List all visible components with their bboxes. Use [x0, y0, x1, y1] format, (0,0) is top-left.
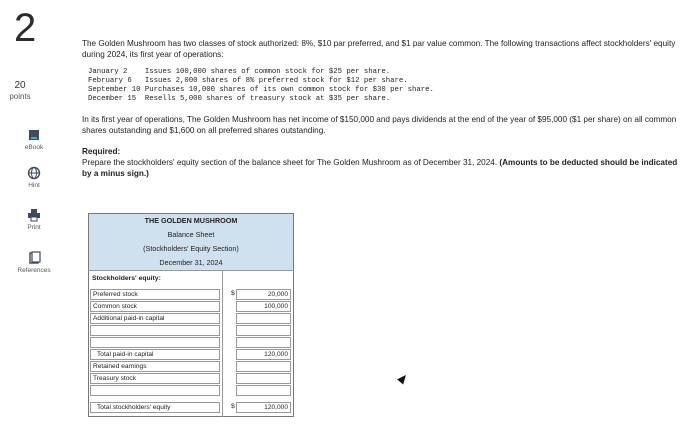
- transactions-list: January 2 Issues 100,000 shares of common stock for $25 per share. February 6 Issues 2,000 shares of 8% preferred stock for $12 per share. September 10 Purchases 10,000 shares of its own common stock for $30 per share. December 15 Resells 5,000 shares of treasury stock at $35 per share.: [88, 68, 434, 103]
- table-row: [88, 289, 294, 300]
- sheet-date: December 31, 2024: [159, 258, 223, 267]
- required-heading: Required:: [82, 146, 121, 156]
- equity-heading: Stockholders' equity:: [92, 275, 161, 282]
- table-row: [88, 313, 294, 324]
- references-icon: [27, 251, 41, 265]
- required-bold-note: (Amounts to be deducted should be indicated by a minus sign.): [82, 157, 678, 178]
- blank-row-label[interactable]: [90, 385, 220, 396]
- operations-paragraph: In its first year of operations, The Golden Mushroom has net income of $150,000 and pays dividends at the end of the year of $95,000 ($1 per share) on all common shares outstanding and $1,600 on all preferred shares outstanding.: [82, 114, 677, 135]
- balance-sheet-table: [88, 213, 294, 417]
- retained-earnings-label[interactable]: Retained earnings: [90, 361, 220, 372]
- preferred-stock-label[interactable]: Preferred stock: [90, 289, 220, 300]
- table-row: [88, 402, 294, 413]
- treasury-stock-value[interactable]: [236, 373, 291, 384]
- blank-row-label[interactable]: [90, 337, 220, 348]
- mouse-cursor-icon: [397, 372, 409, 384]
- total-paid-in-label: Total paid-in capital: [90, 349, 220, 360]
- ebook-label: eBook: [24, 144, 44, 151]
- preferred-stock-value[interactable]: 20,000: [236, 289, 291, 300]
- sheet-section: (Stockholders' Equity Section): [143, 244, 239, 253]
- ebook-button[interactable]: [14, 128, 54, 151]
- total-equity-value: 120,000: [236, 402, 291, 413]
- currency-symbol: $: [231, 403, 235, 410]
- hint-label: Hint: [28, 182, 40, 189]
- blank-row-value[interactable]: [236, 325, 291, 336]
- blank-row-value[interactable]: [236, 385, 291, 396]
- points-value: 20: [14, 80, 26, 91]
- globe-icon: [27, 166, 41, 180]
- question-content: [82, 38, 682, 179]
- points-label: points: [9, 92, 31, 101]
- intro-text: The Golden Mushroom has two classes of stock authorized: 8%, $10 par preferred, and $1 par value common. The following transactions affect stockholders' equity during 2024, its first year of operations:: [82, 39, 676, 60]
- table-row: [88, 325, 294, 336]
- table-row: [88, 349, 294, 360]
- points-indicator: [8, 80, 32, 102]
- question-number: 2: [14, 6, 37, 50]
- print-label: Print: [27, 224, 41, 231]
- printer-icon: [27, 208, 41, 222]
- common-stock-label[interactable]: Common stock: [90, 301, 220, 312]
- required-text: Prepare the stockholders' equity section of the balance sheet for The Golden Mushroom as of December 31, 2024.: [82, 157, 498, 167]
- blank-row-label[interactable]: [90, 325, 220, 336]
- hint-button[interactable]: [14, 166, 54, 189]
- table-row: [88, 301, 294, 312]
- currency-symbol: $: [231, 290, 235, 297]
- sheet-title: Balance Sheet: [167, 230, 215, 239]
- table-row: [88, 373, 294, 384]
- blank-row-value[interactable]: [236, 337, 291, 348]
- print-button[interactable]: [14, 208, 54, 231]
- total-paid-in-value: 120,000: [236, 349, 291, 360]
- references-label: References: [17, 267, 51, 274]
- retained-earnings-value[interactable]: [236, 361, 291, 372]
- common-stock-value[interactable]: 100,000: [236, 301, 291, 312]
- apic-value[interactable]: [236, 313, 291, 324]
- apic-label[interactable]: Additional paid-in capital: [90, 313, 220, 324]
- divider: [88, 270, 294, 271]
- equity-heading-row: [88, 274, 294, 285]
- references-button[interactable]: [14, 251, 54, 274]
- book-icon: [27, 128, 41, 142]
- treasury-stock-label[interactable]: Treasury stock: [90, 373, 220, 384]
- company-name: THE GOLDEN MUSHROOM: [144, 216, 238, 225]
- table-row: [88, 337, 294, 348]
- table-row: [88, 361, 294, 372]
- table-row: [88, 385, 294, 396]
- total-equity-label: Total stockholders' equity: [90, 402, 220, 413]
- required-section: [82, 146, 682, 179]
